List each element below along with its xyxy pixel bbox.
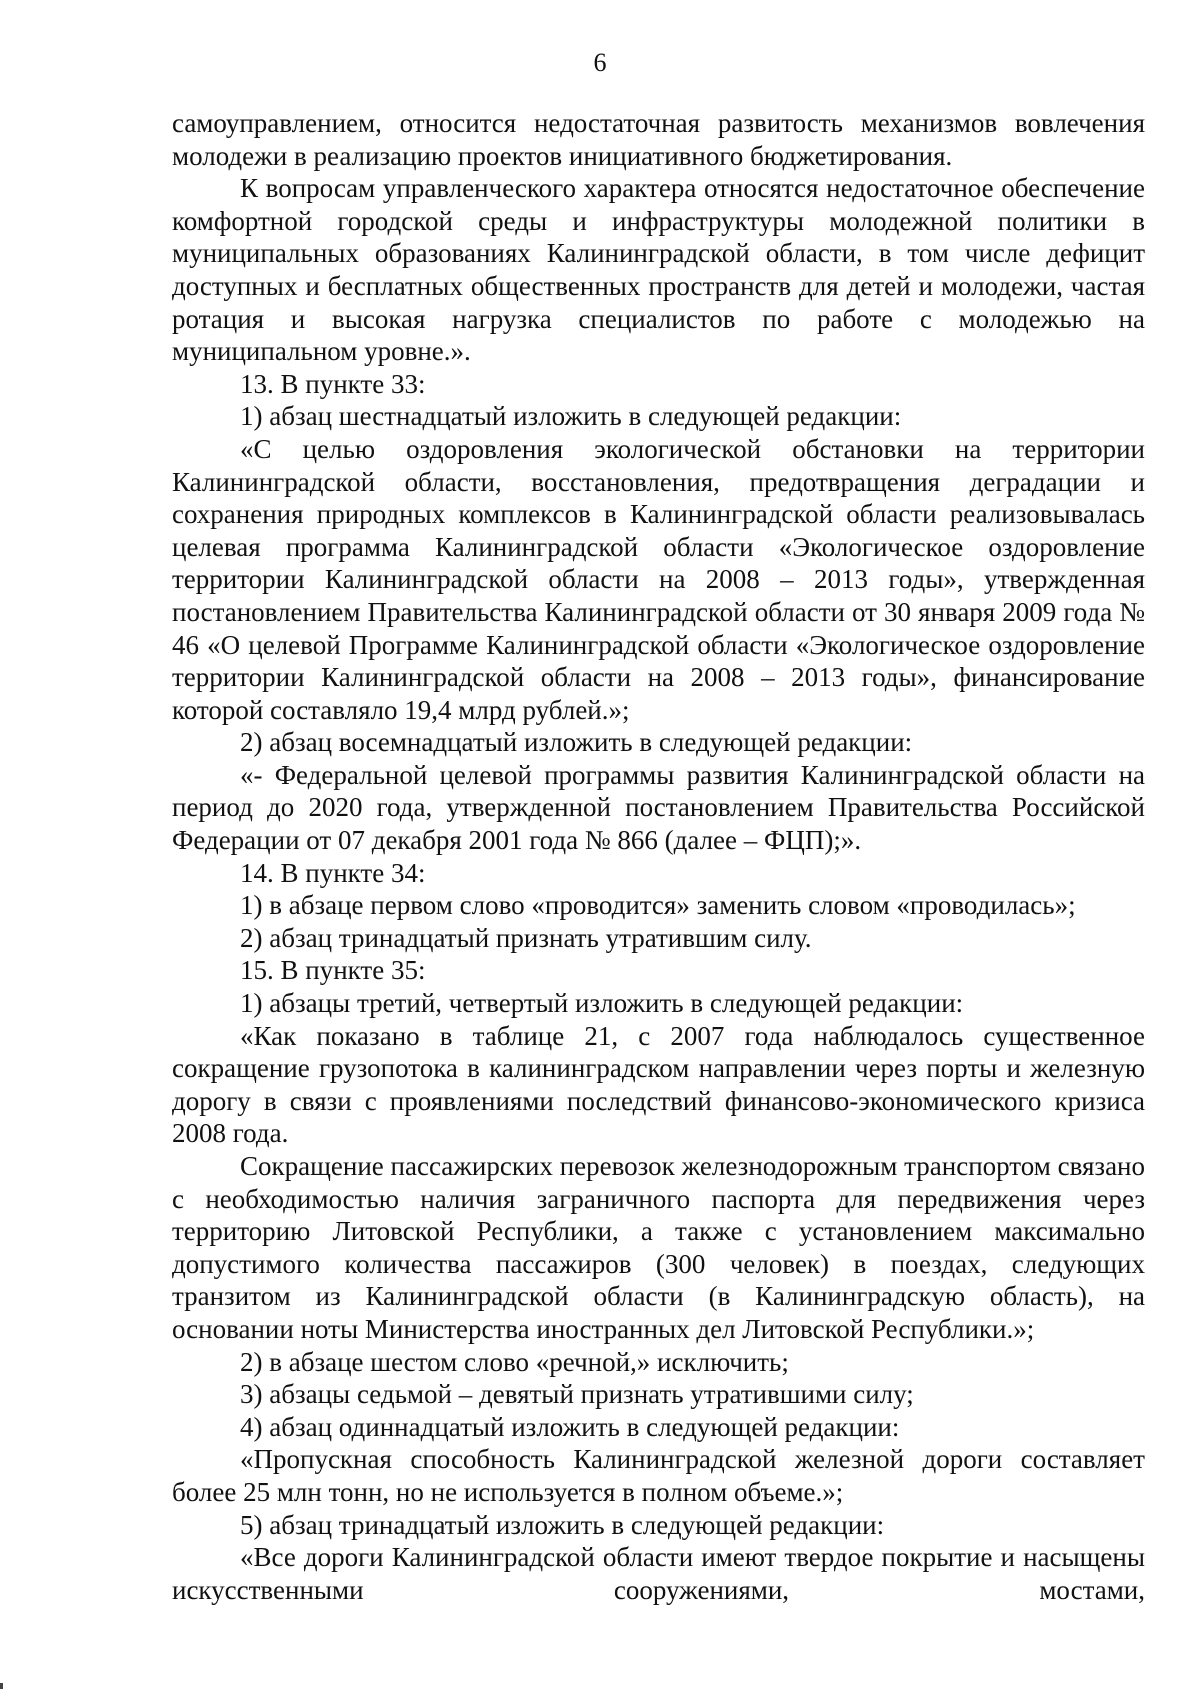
amendment-point-heading: 14. В пункте 34:	[240, 857, 426, 888]
amendment-subpoint: 5) абзац тринадцатый изложить в следующей редакции:	[240, 1509, 885, 1540]
quoted-paragraph: Сокращение пассажирских перевозок железнодорожным транспортом связано с необходимостью наличия заграничного паспорта для передвижения через территорию Литовской Республики, а также с установлением максимально допустимого количества пассажиров (300 человек) в поездах, следующих транзитом из Калининградской области (в Калининградскую область), на основании ноты Министерства иностранных дел Литовской Республики.»;	[172, 1151, 1145, 1344]
amendment-subpoint: 1) абзацы третий, четвертый изложить в следующей редакции:	[240, 988, 964, 1019]
quoted-paragraph: «Все дороги Калининградской области имеют твердое покрытие и насыщены искусственными сооружениями, мостами,	[172, 1542, 1145, 1605]
amendment-subpoint: 2) в абзаце шестом слово «речной,» исключить;	[240, 1346, 789, 1377]
page-number: 6	[593, 48, 607, 77]
paragraph: К вопросам управленческого характера относятся недостаточное обеспечение комфортной городской среды и инфраструктуры молодежной политики в муниципальных образованиях Калининградской области, в том числе дефицит доступных и бесплатных общественных пространств для детей и молодежи, частая ротация и высокая нагрузка специалистов по работе с молодежью на муниципальном уровне.».	[172, 173, 1145, 367]
scan-margin-mark	[0, 1683, 3, 1689]
amendment-subpoint: 4) абзац одиннадцатый изложить в следующей редакции:	[240, 1411, 900, 1442]
amendment-point-heading: 13. В пункте 33:	[240, 368, 426, 399]
amendment-subpoint: 3) абзацы седьмой – девятый признать утратившими силу;	[240, 1379, 914, 1410]
amendment-subpoint: 2) абзац тринадцатый признать утратившим силу.	[240, 922, 812, 953]
document-body	[172, 107, 1145, 1606]
amendment-subpoint: 2) абзац восемнадцатый изложить в следующей редакции:	[240, 727, 913, 758]
quoted-paragraph: «Пропускная способность Калининградской железной дороги составляет более 25 млн тонн, но не используется в полном объеме.»;	[172, 1444, 1145, 1507]
quoted-paragraph: «- Федеральной целевой программы развития Калининградской области на период до 2020 года, утвержденной постановлением Правительства Российской Федерации от 07 декабря 2001 года № 866 (далее – ФЦП);».	[172, 759, 1145, 856]
amendment-subpoint: 1) абзац шестнадцатый изложить в следующей редакции:	[240, 401, 902, 432]
amendment-subpoint: 1) в абзаце первом слово «проводится» заменить словом «проводилась»;	[240, 890, 1076, 921]
paragraph: самоуправлением, относится недостаточная развитость механизмов вовлечения молодежи в реализацию проектов инициативного бюджетирования.	[172, 108, 1145, 171]
amendment-point-heading: 15. В пункте 35:	[240, 955, 426, 986]
quoted-paragraph: «С целью оздоровления экологической обстановки на территории Калининградской области, восстановления, предотвращения деградации и сохранения природных комплексов в Калининградской области реализовывалась целевая программа Калининградской области «Экологическое оздоровление территории Калининградской области на 2008 – 2013 годы», утвержденная постановлением Правительства Калининградской области от 30 января 2009 года № 46 «О целевой Программе Калининградской области «Экологическое оздоровление территории Калининградской области на 2008 – 2013 годы», финансирование которой составляло 19,4 млрд рублей.»;	[172, 433, 1145, 725]
quoted-paragraph: «Как показано в таблице 21, с 2007 года наблюдалось существенное сокращение грузопотока в калининградском направлении через порты и железную дорогу в связи с проявлениями последствий финансово-экономического кризиса 2008 года.	[172, 1020, 1145, 1149]
